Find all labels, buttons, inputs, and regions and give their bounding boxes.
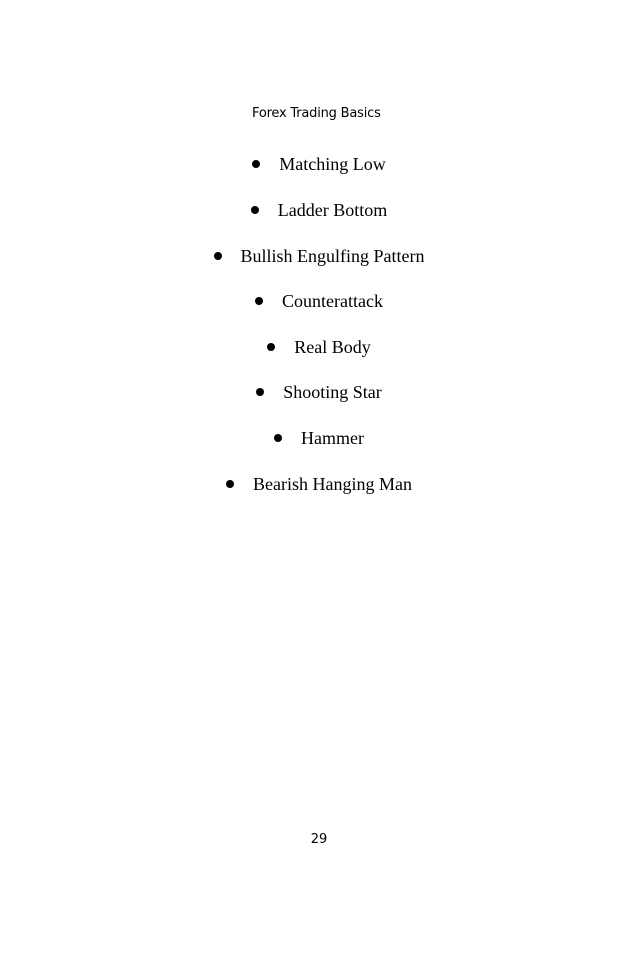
list-item [0, 152, 638, 176]
bullet-icon [255, 297, 263, 305]
bullet-icon [214, 252, 222, 260]
list-item-label: Shooting Star [283, 381, 382, 402]
list-item-label: Bearish Hanging Man [253, 473, 412, 494]
running-header: Forex Trading Basics [252, 106, 381, 121]
list-item [0, 289, 638, 313]
bullet-icon [267, 343, 275, 351]
list-item-label: Real Body [294, 336, 371, 357]
bullet-icon [226, 480, 234, 488]
page-number: 29 [310, 832, 328, 847]
bullet-icon [251, 206, 259, 214]
bullet-icon [256, 388, 264, 396]
list-item-label: Ladder Bottom [277, 199, 388, 220]
list-item [0, 426, 638, 450]
list-item [0, 244, 638, 268]
bullet-icon [252, 160, 260, 168]
list-item-label: Bullish Engulfing Pattern [240, 245, 425, 266]
list-item [0, 198, 638, 222]
list-item [0, 472, 638, 496]
list-item [0, 335, 638, 359]
list-item-label: Counterattack [282, 290, 383, 311]
list-item-label: Matching Low [279, 153, 386, 174]
list-item-label: Hammer [301, 427, 364, 448]
bullet-icon [274, 434, 282, 442]
list-item [0, 380, 638, 404]
